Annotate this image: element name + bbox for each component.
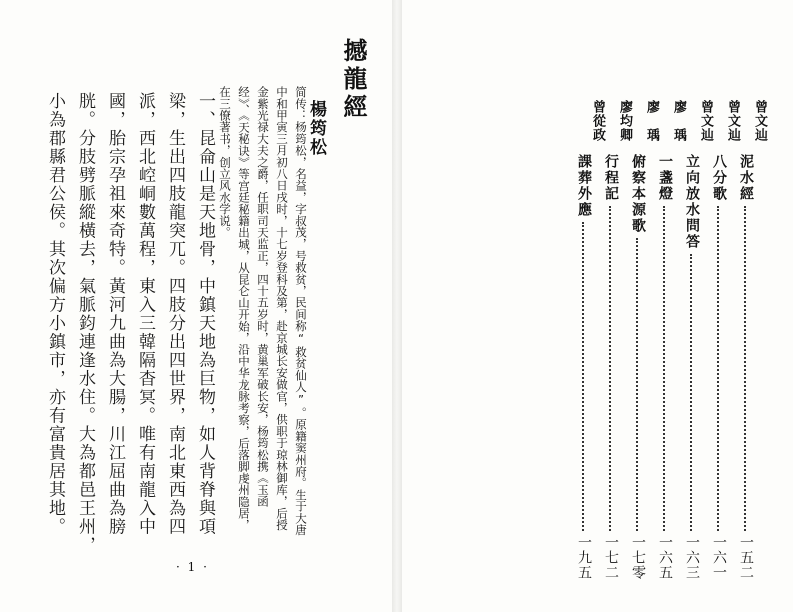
toc-entry-title: 課葬外應 (576, 154, 592, 218)
toc-entry-title: 俯察本源歌 (630, 154, 646, 234)
toc-entry[interactable] (604, 100, 631, 586)
scripture-text: 一、昆侖山是天地骨，中鎮天地為巨物，如人背脊與項梁，生出四肢龍突兀。四肢分出四世界，南北東西為四派，西北崆峒數萬程，東入三韓隔杳冥。唯有南龍入中國，胎宗孕祖來奇特。黃河九曲為大腸，川江屈曲為膀胱。分肢劈脈縱橫去，氣脈鈞連逢水住。大為都邑王州，小為郡縣君公侯。其次偏方小鎮市，亦有富貴居其地。 (45, 92, 215, 555)
toc-leader-dots (717, 206, 721, 531)
toc-entry-page: 一六三 (684, 535, 700, 580)
toc-entry-author: 曾文辿 (698, 100, 713, 142)
toc-entry[interactable] (712, 100, 739, 586)
toc-entry-author: 廖均卿 (617, 100, 632, 142)
toc-entry-author: 廖 瑀 (644, 100, 659, 142)
chapter-title: 撼龍經 (339, 38, 368, 122)
toc-entry[interactable] (739, 100, 766, 586)
toc-entry-title: 泥水經 (738, 154, 754, 202)
toc-leader-dots (636, 238, 640, 531)
toc-entry-author: 曾文辿 (725, 100, 740, 142)
toc-entry-title: 八分歌 (711, 154, 727, 202)
toc-entry-page: 一六一 (711, 535, 727, 580)
toc-entry[interactable] (658, 100, 685, 586)
toc-entry-title: 立向放水問答 (684, 154, 700, 250)
toc-entry-title: 行程記 (603, 154, 619, 202)
page-number: · 1 · (176, 560, 209, 574)
toc-leader-dots (582, 222, 586, 531)
toc-entry[interactable] (685, 100, 712, 586)
toc-entry-page: 一五二 (738, 535, 754, 580)
toc-entry-author: 廖 瑀 (671, 100, 686, 142)
toc-entry-page: 一六五 (657, 535, 673, 580)
author-biography: 简传：杨筠松，名益，字叔茂，号救贫，民间称“救贫仙人”。原籍窦州府。生于大唐中和甲寅三月初八日戌时，十七岁登科及第，赴京城长安做官，供职于琼林御库，后授金紫光禄大夫之爵，任职司天监正，四十五岁时，黄巢军破长安，杨筠松携《玉函经》、《天秘诀》等宫廷秘籍出城，从昆仑山开始，沿中华龙脉考察，后落脚虔州隐居，在三僚著书，创立风水学说。 (218, 86, 308, 536)
toc-leader-dots (663, 206, 667, 531)
toc-entry-author: 曾文辿 (752, 100, 767, 142)
toc-entry-title: 一盞燈 (657, 154, 673, 202)
toc-leader-dots (690, 254, 694, 531)
left-page (0, 0, 392, 612)
toc-entry-author: 曾從政 (590, 100, 605, 142)
book-gutter (392, 0, 402, 612)
toc-leader-dots (609, 206, 613, 531)
table-of-contents (560, 100, 766, 586)
toc-entry-page: 一九五 (576, 535, 592, 580)
toc-entry[interactable] (631, 100, 658, 586)
toc-entry-page: 一七零 (630, 535, 646, 580)
toc-entry-page: 一七二 (603, 535, 619, 580)
chapter-author: 楊筠松 (306, 100, 326, 157)
toc-leader-dots (744, 206, 748, 531)
toc-entry[interactable] (577, 100, 604, 586)
